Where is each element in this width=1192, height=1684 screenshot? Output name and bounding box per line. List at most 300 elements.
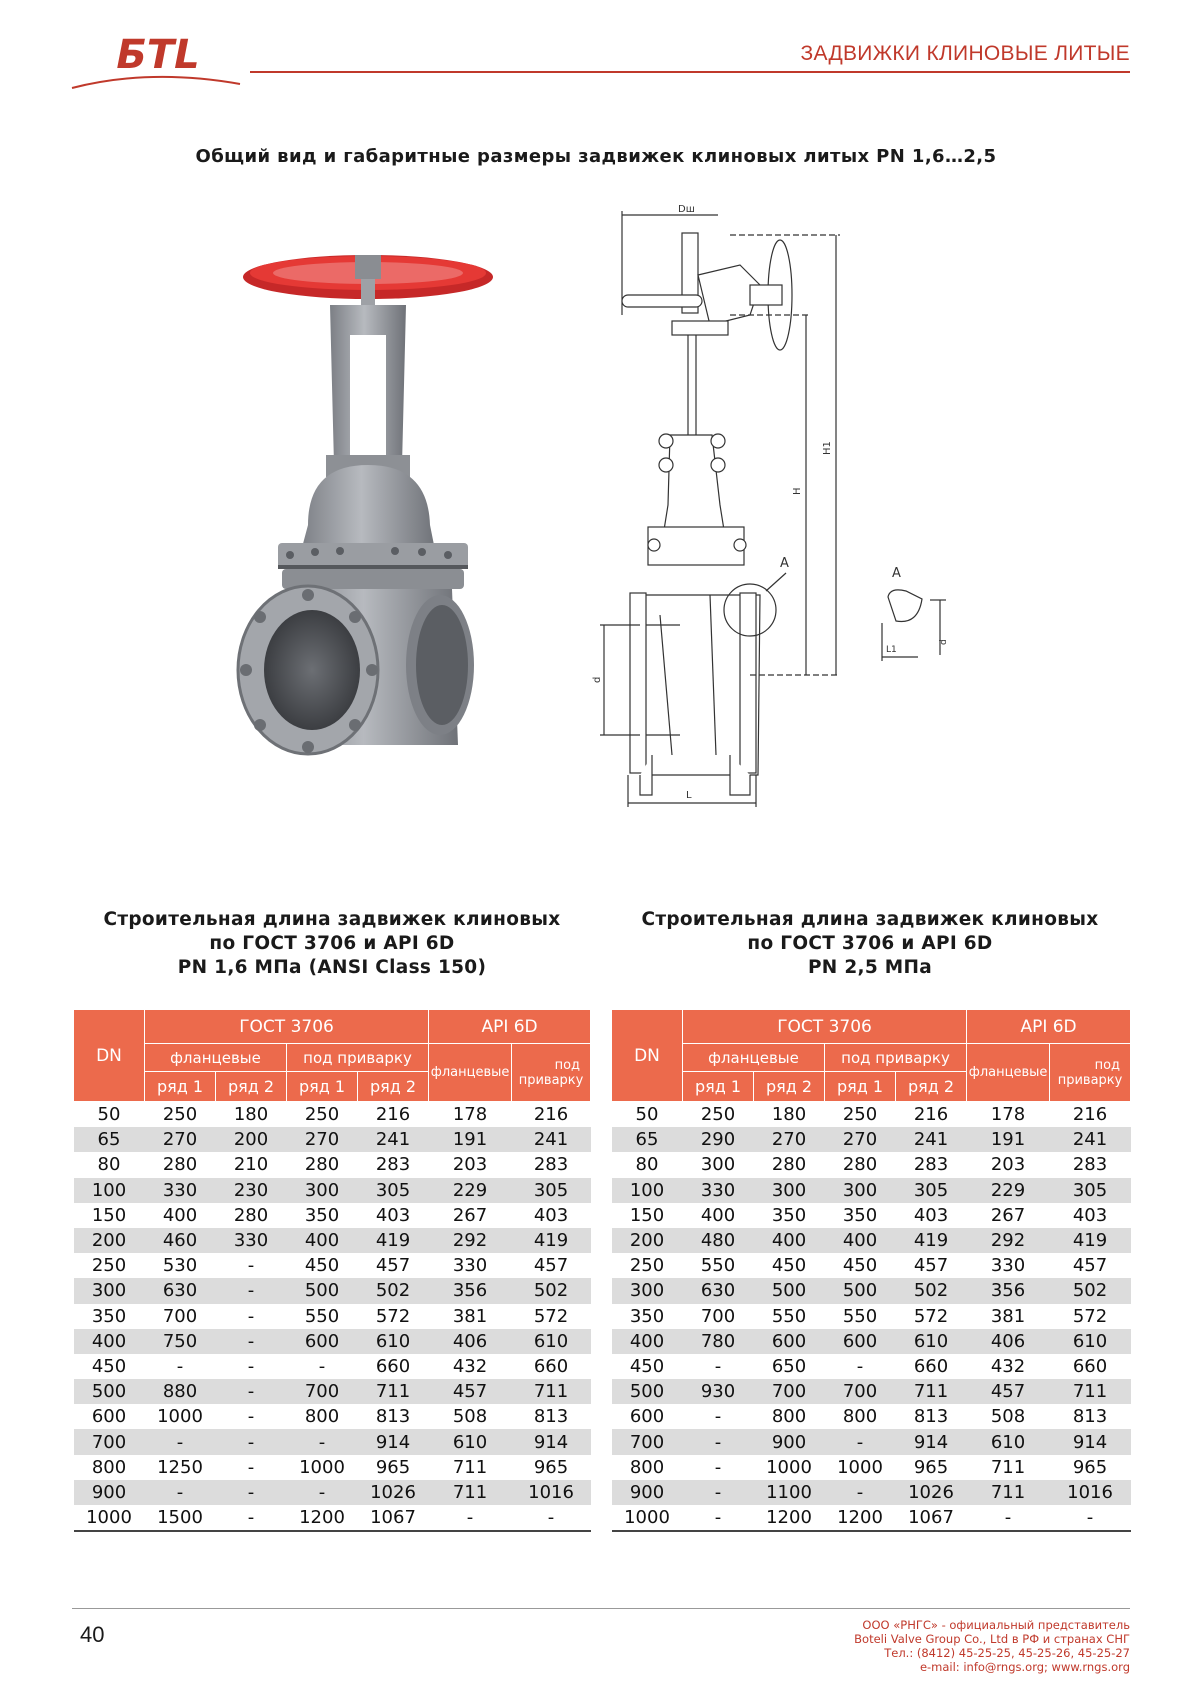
dn-cell: 50 xyxy=(635,1104,659,1126)
table-cell: 400 xyxy=(700,1204,736,1226)
label-l1: L1 xyxy=(886,645,897,655)
table-cell: 216 xyxy=(533,1104,569,1126)
table-cell: 610 xyxy=(512,1329,591,1354)
table-row xyxy=(74,1329,591,1354)
table-row xyxy=(74,1480,591,1505)
dn-cell: 600 xyxy=(91,1406,127,1428)
header-welded: под приварку xyxy=(287,1044,429,1072)
header-api-welded-line-1: под xyxy=(554,1057,581,1073)
table-cell: 203 xyxy=(452,1154,488,1176)
table-cell: 241 xyxy=(1050,1127,1131,1152)
table-cell: 965 xyxy=(533,1456,569,1478)
table-cell: 813 xyxy=(533,1406,569,1428)
header-row2: ряд 2 xyxy=(216,1072,287,1102)
table-cell: 229 xyxy=(429,1178,512,1203)
table-cell: 900 xyxy=(754,1429,825,1454)
table-cell: 305 xyxy=(358,1178,429,1203)
dn-cell: 250 xyxy=(91,1255,127,1277)
table-cell: 450 xyxy=(771,1255,807,1277)
label-h: H xyxy=(792,487,803,495)
table-cell: 457 xyxy=(533,1255,569,1277)
table-cell: 914 xyxy=(896,1429,967,1454)
table-cell: 200 xyxy=(216,1127,287,1152)
table-cell: 180 xyxy=(771,1104,807,1126)
dn-cell: 1000 xyxy=(612,1505,683,1531)
table-cell: - xyxy=(287,1429,358,1454)
table-cell: - xyxy=(247,1355,255,1377)
table-cell: 419 xyxy=(512,1228,591,1253)
table-cell: 403 xyxy=(1072,1204,1108,1226)
table-cell: 610 xyxy=(896,1329,967,1354)
dn-cell: 100 xyxy=(612,1178,683,1203)
page-number: 40 xyxy=(80,1622,105,1647)
table-cell: 280 xyxy=(162,1154,198,1176)
table-cell: 813 xyxy=(375,1406,411,1428)
header-api-welded-line-2: приварку xyxy=(1057,1072,1123,1088)
header-api-welded xyxy=(1050,1044,1131,1102)
table-row xyxy=(612,1253,1131,1278)
table-cell: 400 xyxy=(162,1204,198,1226)
table-cell: 1067 xyxy=(358,1505,429,1531)
table-cell: 250 xyxy=(304,1104,340,1126)
table-cell: 700 xyxy=(700,1305,736,1327)
table-cell: 350 xyxy=(842,1204,878,1226)
table-cell: 1500 xyxy=(145,1505,216,1531)
table-cell: 230 xyxy=(216,1178,287,1203)
table-cell: 270 xyxy=(754,1127,825,1152)
table-cell: 241 xyxy=(896,1127,967,1152)
label-l: L xyxy=(686,790,692,801)
label-d: d xyxy=(592,676,603,683)
table-cell: 508 xyxy=(452,1406,488,1428)
table-cell: 780 xyxy=(683,1329,754,1354)
dn-cell: 65 xyxy=(612,1127,683,1152)
table-cell: 305 xyxy=(1050,1178,1131,1203)
table-cell: - xyxy=(145,1480,216,1505)
table-cell: 550 xyxy=(304,1305,340,1327)
table-cell: 711 xyxy=(512,1379,591,1404)
header-welded: под приварку xyxy=(825,1044,967,1072)
table-cell: 880 xyxy=(145,1379,216,1404)
left-title-line-2: по ГОСТ 3706 и API 6D xyxy=(209,933,455,954)
dn-cell: 250 xyxy=(629,1255,665,1277)
table-cell: 1250 xyxy=(157,1456,203,1478)
table-cell: - xyxy=(247,1406,255,1428)
table-cell: 572 xyxy=(375,1305,411,1327)
table-row xyxy=(74,1354,591,1379)
table-cell: 480 xyxy=(683,1228,754,1253)
table-cell: - xyxy=(429,1505,512,1531)
table-cell: 292 xyxy=(429,1228,512,1253)
table-row xyxy=(74,1278,591,1303)
table-cell: 457 xyxy=(375,1255,411,1277)
table-cell: 216 xyxy=(913,1104,949,1126)
dn-cell: 350 xyxy=(629,1305,665,1327)
table-cell: 650 xyxy=(771,1355,807,1377)
table-row xyxy=(612,1404,1131,1429)
table-row xyxy=(612,1102,1131,1128)
table-row xyxy=(74,1379,591,1404)
table-cell: 502 xyxy=(358,1278,429,1303)
table-cell: 700 xyxy=(287,1379,358,1404)
table-cell: 330 xyxy=(683,1178,754,1203)
footer-line-2: Boteli Valve Group Co., Ltd в РФ и странах СНГ xyxy=(854,1632,1130,1646)
table-cell: - xyxy=(247,1255,255,1277)
table-row xyxy=(612,1379,1131,1404)
table-cell: 356 xyxy=(429,1278,512,1303)
table-cell: 1000 xyxy=(299,1456,345,1478)
table-cell: 502 xyxy=(1050,1278,1131,1303)
header-row1: ряд 1 xyxy=(145,1072,216,1102)
right-title-line-3: PN 2,5 МПа xyxy=(807,957,933,978)
table-cell: 500 xyxy=(754,1278,825,1303)
header-flanged: фланцевые xyxy=(683,1044,825,1072)
dn-cell: 450 xyxy=(91,1355,127,1377)
table-row xyxy=(74,1304,591,1329)
table-cell: 610 xyxy=(967,1429,1050,1454)
table-cell: 403 xyxy=(375,1204,411,1226)
table-cell: 502 xyxy=(512,1278,591,1303)
table-cell: 930 xyxy=(683,1379,754,1404)
table-cell: 914 xyxy=(1050,1429,1131,1454)
dn-cell: 150 xyxy=(629,1204,665,1226)
table-cell: 203 xyxy=(990,1154,1026,1176)
table-row xyxy=(612,1152,1131,1177)
table-cell: 1200 xyxy=(754,1505,825,1531)
table-row xyxy=(612,1329,1131,1354)
footer-divider xyxy=(72,1608,1130,1609)
table-cell: 305 xyxy=(512,1178,591,1203)
table-cell: - xyxy=(216,1505,287,1531)
table-cell: 550 xyxy=(842,1305,878,1327)
table-cell: 350 xyxy=(304,1204,340,1226)
dn-cell: 900 xyxy=(74,1480,145,1505)
table-cell: 1026 xyxy=(896,1480,967,1505)
header-api: API 6D xyxy=(429,1010,591,1044)
table-cell: - xyxy=(318,1355,326,1377)
table-row xyxy=(612,1278,1131,1303)
header-row2b: ряд 2 xyxy=(896,1072,967,1102)
table-cell: - xyxy=(216,1278,287,1303)
dn-cell: 800 xyxy=(629,1456,665,1478)
table-cell: 300 xyxy=(754,1178,825,1203)
table-cell: 610 xyxy=(429,1429,512,1454)
table-cell: 330 xyxy=(145,1178,216,1203)
table-cell: 572 xyxy=(1072,1305,1108,1327)
table-row xyxy=(612,1505,1131,1531)
table-cell: 300 xyxy=(287,1178,358,1203)
table-cell: 711 xyxy=(990,1456,1026,1478)
table-cell: 270 xyxy=(287,1127,358,1152)
header-api: API 6D xyxy=(967,1010,1131,1044)
table-cell: - xyxy=(856,1355,864,1377)
table-cell: - xyxy=(714,1456,722,1478)
header-flanged: фланцевые xyxy=(145,1044,287,1072)
table-cell: 711 xyxy=(896,1379,967,1404)
table-cell: 330 xyxy=(452,1255,488,1277)
table-cell: 700 xyxy=(825,1379,896,1404)
table-cell: 630 xyxy=(683,1278,754,1303)
table-row xyxy=(74,1178,591,1203)
table-cell: 711 xyxy=(967,1480,1050,1505)
table-cell: 1067 xyxy=(896,1505,967,1531)
left-title-line-1: Строительная длина задвижек клиновых xyxy=(103,909,561,930)
table-cell: 660 xyxy=(533,1355,569,1377)
table-cell: 280 xyxy=(842,1154,878,1176)
table-cell: - xyxy=(1050,1505,1131,1531)
table-cell: 450 xyxy=(842,1255,878,1277)
table-cell: 965 xyxy=(375,1456,411,1478)
header-gost: ГОСТ 3706 xyxy=(145,1010,429,1044)
table-cell: 1000 xyxy=(766,1456,812,1478)
table-cell: - xyxy=(825,1429,896,1454)
header-dn: DN xyxy=(612,1010,683,1102)
dn-cell: 400 xyxy=(612,1329,683,1354)
table-cell: 270 xyxy=(825,1127,896,1152)
header-gost: ГОСТ 3706 xyxy=(683,1010,967,1044)
table-cell: - xyxy=(967,1505,1050,1531)
table-row xyxy=(74,1505,591,1531)
table-cell: 965 xyxy=(913,1456,949,1478)
header-api-welded-line-1: под xyxy=(1094,1057,1121,1073)
gate-valve-illustration xyxy=(190,225,550,865)
header-row2b: ряд 2 xyxy=(358,1072,429,1102)
table-cell: 283 xyxy=(913,1154,949,1176)
table-cell: 711 xyxy=(1050,1379,1131,1404)
table-cell: 290 xyxy=(683,1127,754,1152)
table-cell: 432 xyxy=(452,1355,488,1377)
dn-cell: 300 xyxy=(612,1278,683,1303)
table-cell: - xyxy=(216,1480,287,1505)
label-dsh: Dш xyxy=(678,204,695,215)
table-cell: - xyxy=(176,1355,184,1377)
table-cell: 1200 xyxy=(287,1505,358,1531)
table-cell: 508 xyxy=(990,1406,1026,1428)
footer-line-1: ООО «РНГС» - официальный представитель xyxy=(862,1618,1130,1632)
header-api-flanged: фланцевые xyxy=(967,1044,1050,1102)
table-cell: 400 xyxy=(287,1228,358,1253)
table-cell: - xyxy=(247,1456,255,1478)
dn-cell: 500 xyxy=(74,1379,145,1404)
table-cell: - xyxy=(216,1329,287,1354)
btl-logo xyxy=(70,24,245,90)
table-cell: 250 xyxy=(842,1104,878,1126)
table-cell: 403 xyxy=(533,1204,569,1226)
table-cell: 419 xyxy=(896,1228,967,1253)
table-row xyxy=(74,1429,591,1454)
table-cell: 280 xyxy=(304,1154,340,1176)
table-cell: 305 xyxy=(896,1178,967,1203)
table-row xyxy=(74,1203,591,1228)
header-dn: DN xyxy=(74,1010,145,1102)
table-cell: - xyxy=(714,1406,722,1428)
table-cell: 1016 xyxy=(1050,1480,1131,1505)
table-cell: 660 xyxy=(913,1355,949,1377)
table-cell: 711 xyxy=(358,1379,429,1404)
dn-cell: 80 xyxy=(97,1154,121,1176)
table-cell: 800 xyxy=(304,1406,340,1428)
table-cell: 457 xyxy=(967,1379,1050,1404)
table-cell: 356 xyxy=(967,1278,1050,1303)
table-cell: 300 xyxy=(700,1154,736,1176)
table-cell: 432 xyxy=(990,1355,1026,1377)
left-title-line-3: PN 1,6 МПа (ANSI Class 150) xyxy=(177,957,487,978)
table-row xyxy=(612,1354,1131,1379)
table-cell: 1000 xyxy=(157,1406,203,1428)
table-cell: 270 xyxy=(145,1127,216,1152)
dn-cell: 80 xyxy=(635,1154,659,1176)
table-row xyxy=(74,1228,591,1253)
table-cell: 403 xyxy=(913,1204,949,1226)
table-cell: 216 xyxy=(1072,1104,1108,1126)
label-d-detail: d xyxy=(939,639,949,645)
footer-line-4: e-mail: info@rngs.org; www.rngs.org xyxy=(919,1660,1130,1674)
left-spec-table xyxy=(73,1009,591,1532)
table-cell: - xyxy=(825,1480,896,1505)
table-cell: 406 xyxy=(967,1329,1050,1354)
table-cell: 210 xyxy=(233,1154,269,1176)
table-row xyxy=(612,1178,1131,1203)
dn-cell: 300 xyxy=(74,1278,145,1303)
table-row xyxy=(74,1404,591,1429)
table-row xyxy=(612,1480,1131,1505)
table-cell: 191 xyxy=(967,1127,1050,1152)
table-cell: 572 xyxy=(533,1305,569,1327)
dn-cell: 200 xyxy=(74,1228,145,1253)
table-cell: 283 xyxy=(375,1154,411,1176)
table-row xyxy=(74,1455,591,1480)
table-cell: 460 xyxy=(145,1228,216,1253)
table-cell: 500 xyxy=(825,1278,896,1303)
header-row1b: ряд 1 xyxy=(287,1072,358,1102)
header-api-welded xyxy=(512,1044,591,1102)
header-row1: ряд 1 xyxy=(683,1072,754,1102)
table-cell: 610 xyxy=(1050,1329,1131,1354)
table-row xyxy=(74,1102,591,1128)
table-cell: 450 xyxy=(304,1255,340,1277)
table-row xyxy=(612,1304,1131,1329)
table-cell: 572 xyxy=(913,1305,949,1327)
table-cell: 178 xyxy=(990,1104,1026,1126)
table-cell: 330 xyxy=(990,1255,1026,1277)
header-divider xyxy=(250,71,1130,73)
table-cell: 965 xyxy=(1072,1456,1108,1478)
table-cell: 457 xyxy=(429,1379,512,1404)
table-cell: - xyxy=(683,1429,754,1454)
dn-cell: 65 xyxy=(74,1127,145,1152)
header-api-welded-line-2: приварку xyxy=(518,1072,584,1088)
dn-cell: 50 xyxy=(97,1104,121,1126)
table-cell: - xyxy=(216,1429,287,1454)
table-cell: 600 xyxy=(825,1329,896,1354)
table-cell: 250 xyxy=(162,1104,198,1126)
left-table-title xyxy=(72,908,592,980)
table-cell: 914 xyxy=(512,1429,591,1454)
table-cell: 610 xyxy=(358,1329,429,1354)
table-cell: 1000 xyxy=(837,1456,883,1478)
table-cell: 660 xyxy=(375,1355,411,1377)
dn-cell: 900 xyxy=(612,1480,683,1505)
table-cell: 350 xyxy=(771,1204,807,1226)
table-row xyxy=(612,1127,1131,1152)
table-cell: 229 xyxy=(967,1178,1050,1203)
header-row1b: ряд 1 xyxy=(825,1072,896,1102)
table-cell: 267 xyxy=(452,1204,488,1226)
table-cell: 1016 xyxy=(512,1480,591,1505)
table-cell: 381 xyxy=(990,1305,1026,1327)
table-row xyxy=(612,1429,1131,1454)
table-cell: 330 xyxy=(216,1228,287,1253)
table-cell: 502 xyxy=(896,1278,967,1303)
label-detail-a-title: A xyxy=(892,566,901,581)
table-cell: 1200 xyxy=(825,1505,896,1531)
footer-contact-info xyxy=(700,1618,1130,1674)
table-cell: 292 xyxy=(967,1228,1050,1253)
table-cell: 711 xyxy=(429,1480,512,1505)
table-cell: 283 xyxy=(1072,1154,1108,1176)
header-title: ЗАДВИЖКИ КЛИНОВЫЕ ЛИТЫЕ xyxy=(800,42,1130,65)
table-cell: 300 xyxy=(825,1178,896,1203)
right-title-line-1: Строительная длина задвижек клиновых xyxy=(641,909,1099,930)
dn-cell: 350 xyxy=(91,1305,127,1327)
dn-cell: 150 xyxy=(91,1204,127,1226)
table-cell: 457 xyxy=(913,1255,949,1277)
table-cell: 250 xyxy=(700,1104,736,1126)
dn-cell: 100 xyxy=(74,1178,145,1203)
dn-cell: 500 xyxy=(612,1379,683,1404)
table-cell: 700 xyxy=(162,1305,198,1327)
table-cell: 178 xyxy=(452,1104,488,1126)
table-cell: 1100 xyxy=(754,1480,825,1505)
table-cell: - xyxy=(683,1505,754,1531)
table-cell: 630 xyxy=(145,1278,216,1303)
label-h1: H1 xyxy=(822,441,833,455)
table-cell: 550 xyxy=(771,1305,807,1327)
table-cell: 280 xyxy=(771,1154,807,1176)
table-cell: 457 xyxy=(1072,1255,1108,1277)
header-api-flanged: фланцевые xyxy=(429,1044,512,1102)
table-cell: 813 xyxy=(913,1406,949,1428)
table-cell: 267 xyxy=(990,1204,1026,1226)
header-row2: ряд 2 xyxy=(754,1072,825,1102)
dn-cell: 800 xyxy=(91,1456,127,1478)
table-cell: 711 xyxy=(452,1456,488,1478)
dn-cell: 450 xyxy=(629,1355,665,1377)
footer-line-3: Тел.: (8412) 45-25-25, 45-25-26, 45-25-27 xyxy=(884,1646,1130,1660)
table-cell: 419 xyxy=(358,1228,429,1253)
table-cell: - xyxy=(216,1379,287,1404)
table-cell: 1026 xyxy=(358,1480,429,1505)
table-cell: 191 xyxy=(429,1127,512,1152)
right-title-line-2: по ГОСТ 3706 и API 6D xyxy=(747,933,993,954)
dn-cell: 1000 xyxy=(74,1505,145,1531)
table-cell: 813 xyxy=(1072,1406,1108,1428)
logo-text: БTL xyxy=(116,32,200,78)
table-cell: 400 xyxy=(754,1228,825,1253)
table-cell: 914 xyxy=(358,1429,429,1454)
table-row xyxy=(612,1455,1131,1480)
table-cell: 530 xyxy=(162,1255,198,1277)
dn-cell: 600 xyxy=(629,1406,665,1428)
table-cell: 180 xyxy=(233,1104,269,1126)
table-cell: 500 xyxy=(287,1278,358,1303)
table-cell: - xyxy=(512,1505,591,1531)
right-spec-table xyxy=(611,1009,1131,1532)
table-row xyxy=(612,1203,1131,1228)
dn-cell: 200 xyxy=(612,1228,683,1253)
table-cell: 750 xyxy=(145,1329,216,1354)
dn-cell: 700 xyxy=(612,1429,683,1454)
